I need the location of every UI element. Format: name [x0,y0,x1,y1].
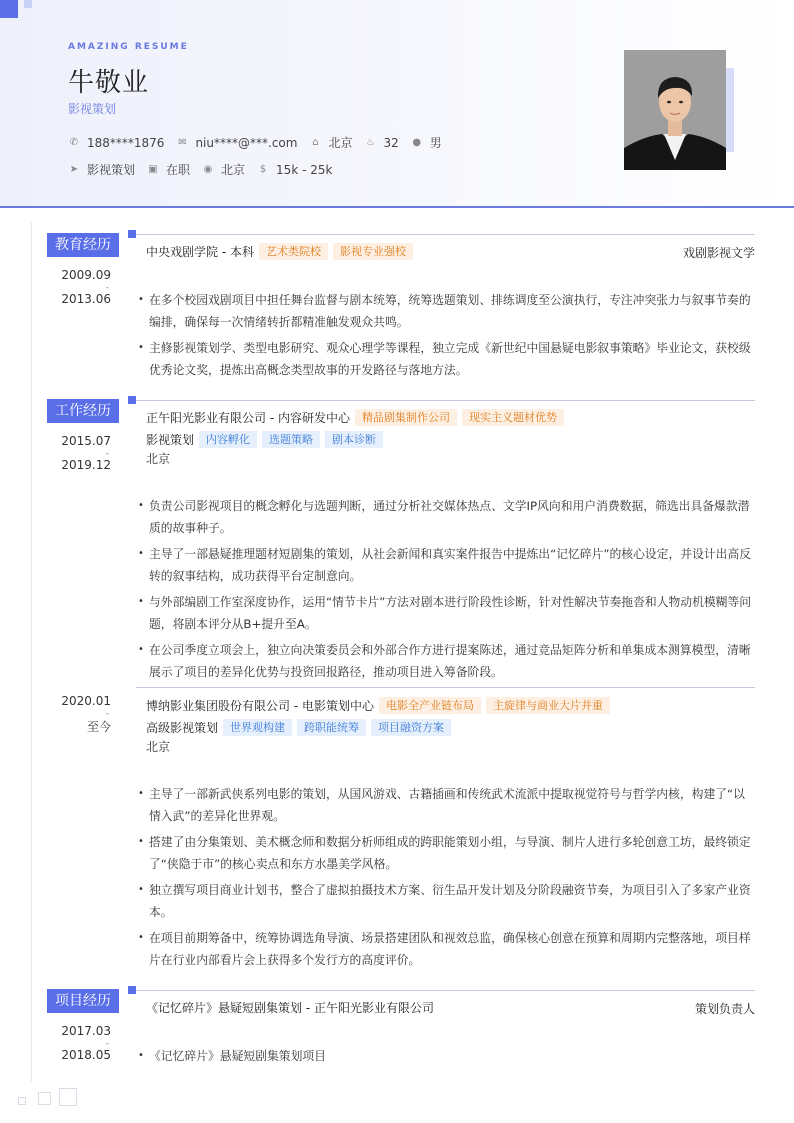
skill-tag: 项目融资方案 [371,719,451,736]
project-bullet: • 《记忆碎片》悬疑短剧集策划项目 [136,1045,754,1067]
education-end-date: 2013.06 [61,292,111,306]
decorative-square [59,1088,77,1106]
resume-tagline: AMAZING RESUME [68,42,189,52]
section-title-education: 教育经历 [47,233,119,257]
location-pin-icon: ◉ [203,164,213,175]
job-company-line [146,697,610,714]
bullet-dot: • [138,788,144,799]
section-marker [128,396,136,404]
job-start-date: 2020.01 [61,694,111,708]
education-school-line [146,243,413,260]
profile-photo [624,50,726,170]
date-separator: - [106,1039,109,1048]
skill-tag: 内容孵化 [199,431,257,448]
age-text: 32 [383,135,399,150]
corner-decoration [0,0,18,18]
job-bullet: • 主导了一部悬疑推理题材短剧集的策划，从社会新闻和真实案件报告中提炼出“记忆碎片”的核心设定，并设计出高反转的叙事结构，成功获得平台定制意向。 [136,543,754,587]
section-title-work: 工作经历 [47,399,119,423]
resume-header [0,0,794,208]
gender-text: 男 [429,136,442,150]
intent-position-item [68,161,135,178]
job-status-item [147,161,190,178]
home-icon: ⌂ [312,137,319,148]
intent-position-text: 影视策划 [87,163,136,177]
send-icon: ➤ [69,164,79,175]
company-name: 正午阳光影业有限公司 - 内容研发中心 [146,411,350,425]
skill-tag: 选题策略 [262,431,320,448]
phone-item [68,136,164,150]
date-separator: - [106,449,109,458]
company-tag: 精品剧集制作公司 [355,409,457,426]
bullet-dot: • [138,884,144,895]
section-marker [128,986,136,994]
school-tag: 影视专业强校 [333,243,413,260]
bullet-dot: • [138,548,144,559]
briefcase-icon: ▣ [148,164,158,175]
corner-decoration-small [24,0,32,8]
job-intent-row [68,161,344,178]
salary-item [257,163,332,177]
intent-city-text: 北京 [221,163,246,177]
company-tag: 现实主义题材优势 [462,409,564,426]
job-bullet: • 主导了一部新武侠系列电影的策划，从国风游戏、古籍插画和传统武术流派中提取视觉符号与哲学内核，构建了“以情入武”的差异化世界观。 [136,783,754,827]
candidate-name: 牛敬业 [68,68,150,98]
date-separator: - [106,283,109,292]
skill-tag: 剧本诊断 [325,431,383,448]
section-rule [136,990,755,991]
bullet-dot: • [138,836,144,847]
bullet-dot: • [138,596,144,607]
job-bullet: • 负责公司影视项目的概念孵化与选题判断，通过分析社交媒体热点、文学IP风向和用户消费数据，筛选出具备爆款潜质的故事种子。 [136,495,754,539]
job-end-date: 2019.12 [61,458,111,472]
bullet-dot: • [138,342,144,353]
job-divider [136,687,755,688]
job-end-date: 至今 [86,720,111,734]
candidate-role: 影视策划 [68,102,117,116]
project-title: 《记忆碎片》悬疑短剧集策划 - 正午阳光影业有限公司 [146,1001,434,1015]
bullet-dot: • [138,294,144,305]
hometown-text: 北京 [328,136,353,150]
salary-text: 15k - 25k [276,162,333,177]
intent-city-item [202,161,245,178]
project-end-date: 2018.05 [61,1048,111,1062]
job-bullet: • 在项目前期筹备中，统筹协调选角导演、场景搭建团队和视效总监，确保核心创意在预算和周期内完整落地，项目样片在行业内部看片会上获得多个发行方的高度评价。 [136,927,754,971]
job-bullet: • 独立撰写项目商业计划书，整合了虚拟拍摄技术方案、衍生品开发计划及分阶段融资节奏，为项目引入了多家产业资本。 [136,879,754,923]
decorative-square [38,1092,51,1105]
job-start-date: 2015.07 [61,434,111,448]
age-item [364,136,398,150]
company-tag: 电影全产业链布局 [379,697,481,714]
email-text: niu****@***.com [195,135,298,150]
date-separator: - [106,709,109,718]
section-title-projects: 项目经历 [47,989,119,1013]
email-item [176,136,297,150]
hometown-item [309,134,352,151]
cake-icon: ♨ [365,137,375,148]
company-name: 博纳影业集团股份有限公司 - 电影策划中心 [146,699,374,713]
job-city: 北京 [146,452,171,466]
project-title-line [146,999,434,1016]
bullet-dot: • [138,500,144,511]
salary-icon: $ [259,164,267,175]
job-position: 影视策划 [146,433,195,447]
section-rule [136,400,755,401]
job-bullet: • 在公司季度立项会上，独立向决策委员会和外部合作方进行提案陈述，通过竞品矩阵分析和单集成本测算模型，清晰展示了项目的差异化优势与投资回报路径，推动项目进入筹备阶段。 [136,639,754,683]
job-position-line [146,719,451,736]
mail-icon: ✉ [178,137,187,148]
gender-item [411,134,442,151]
project-role: 策划负责人 [694,1002,755,1016]
education-major: 戏剧影视文学 [682,246,755,260]
section-marker [128,230,136,238]
bullet-dot: • [138,644,144,655]
job-bullet: • 搭建了由分集策划、美术概念师和数据分析师组成的跨职能策划小组，与导演、制片人进行多轮创意工坊，最终锁定了“侠隐于市”的核心卖点和东方水墨美学风格。 [136,831,754,875]
contact-info-row [68,134,454,151]
company-tag: 主旋律与商业大片并重 [486,697,610,714]
timeline-axis [31,222,32,1082]
job-position-line [146,431,383,448]
education-start-date: 2009.09 [61,268,111,282]
job-status-text: 在职 [166,163,191,177]
gender-icon: ● [412,137,422,148]
decorative-square [18,1097,26,1105]
phone-text: 188****1876 [87,135,165,150]
section-rule [136,234,755,235]
skill-tag: 世界观构建 [223,719,292,736]
project-start-date: 2017.03 [61,1024,111,1038]
education-bullet: • 在多个校园戏剧项目中担任舞台监督与剧本统筹，统筹选题策划、排练调度至公演执行，专注冲突张力与叙事节奏的编排，确保每一次情绪转折都精准触发观众共鸣。 [136,289,754,333]
job-company-line [146,409,564,426]
job-position: 高级影视策划 [146,721,219,735]
school-name: 中央戏剧学院 - 本科 [146,245,254,259]
bullet-dot: • [138,932,144,943]
school-tag: 艺术类院校 [259,243,328,260]
education-bullet: • 主修影视策划学、类型电影研究、观众心理学等课程，独立完成《新世纪中国悬疑电影叙事策略》毕业论文，获校级优秀论文奖，提炼出高概念类型故事的开发路径与落地方法。 [136,337,754,381]
job-bullet: • 与外部编剧工作室深度协作，运用“情节卡片”方法对剧本进行阶段性诊断，针对性解决节奏拖沓和人物动机模糊等问题，将剧本评分从B+提升至A。 [136,591,754,635]
skill-tag: 跨职能统筹 [297,719,366,736]
phone-icon: ✆ [69,137,79,148]
bullet-dot: • [138,1050,144,1061]
portrait-illustration [624,50,726,170]
job-city: 北京 [146,740,171,754]
